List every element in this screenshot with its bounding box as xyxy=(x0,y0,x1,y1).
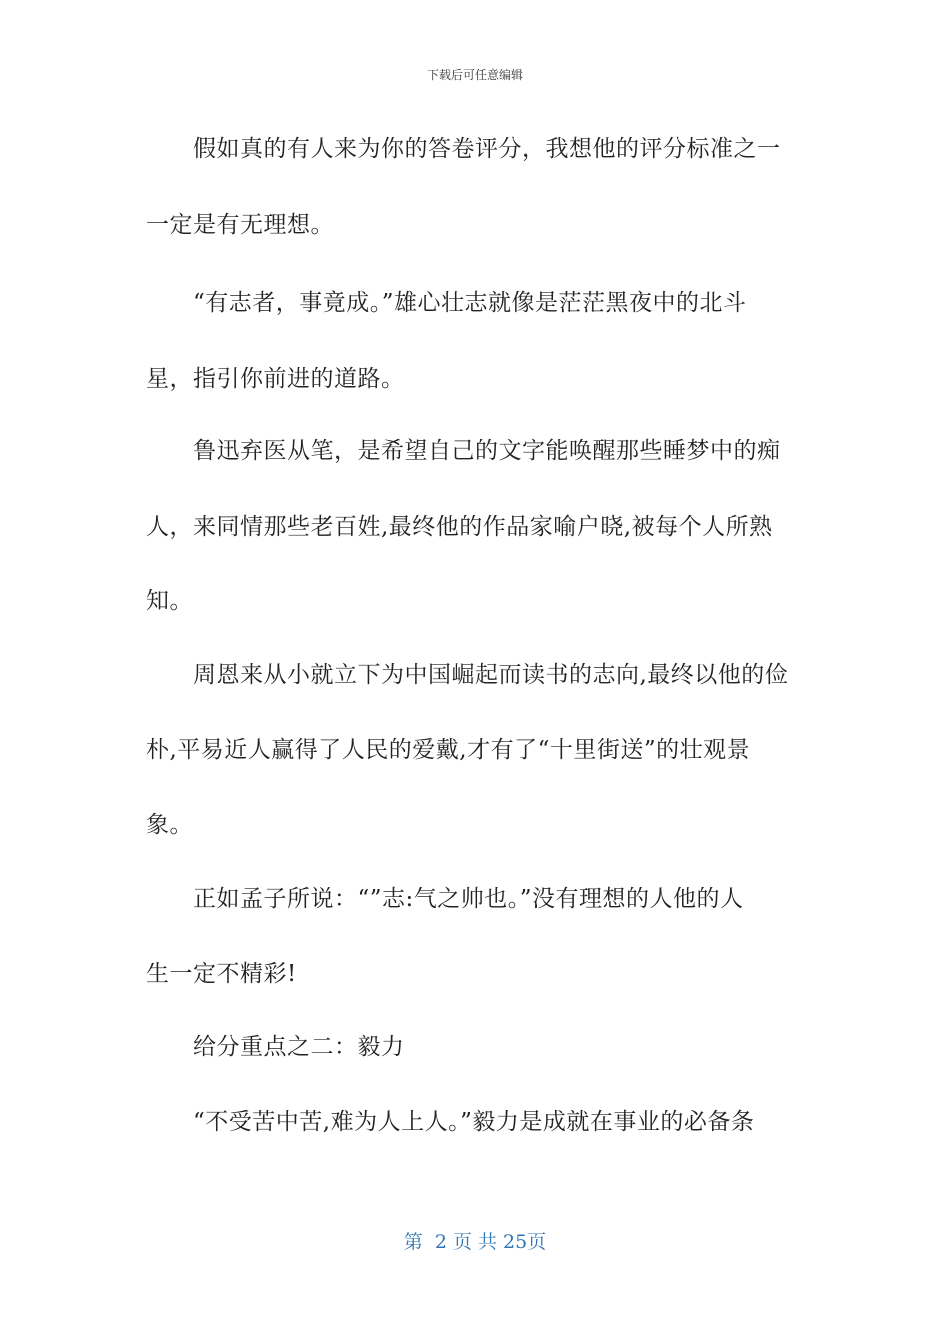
paragraph-1-line-1: 假如真的有人来为你的答卷评分，我想他的评分标准之一 xyxy=(193,136,781,162)
paragraph-3-line-2: 人，来同情那些老百姓,最终他的作品家喻户晓,被每个人所熟 xyxy=(146,514,773,540)
page-header: 下载后可任意编辑 xyxy=(426,68,523,82)
section-heading: 给分重点之二：毅力 xyxy=(193,1034,405,1060)
paragraph-7-line-1: “不受苦中苦,难为人上人。”毅力是成就在事业的必备条 xyxy=(193,1109,755,1135)
paragraph-1-line-2: 一定是有无理想。 xyxy=(146,212,334,238)
paragraph-4-line-1: 周恩来从小就立下为中国崛起而读书的志向,最终以他的俭 xyxy=(193,662,789,688)
paragraph-4-line-3: 象。 xyxy=(146,812,193,838)
page-footer: 第 2 页 共 25页 xyxy=(403,1231,547,1253)
paragraph-2-line-1: “有志者，事竟成。”雄心壮志就像是茫茫黑夜中的北斗 xyxy=(193,290,747,316)
paragraph-5-line-2: 生一定不精彩! xyxy=(146,961,297,987)
paragraph-3-line-3: 知。 xyxy=(146,588,193,614)
paragraph-2-line-2: 星，指引你前进的道路。 xyxy=(146,366,405,392)
paragraph-3-line-1: 鲁迅弃医从笔，是希望自己的文字能唤醒那些睡梦中的痴 xyxy=(193,438,781,464)
paragraph-4-line-2: 朴,平易近人赢得了人民的爱戴,才有了“十里街送”的壮观景 xyxy=(146,737,751,763)
paragraph-5-line-1: 正如孟子所说：“”志:气之帅也。”没有理想的人他的人 xyxy=(193,886,744,912)
